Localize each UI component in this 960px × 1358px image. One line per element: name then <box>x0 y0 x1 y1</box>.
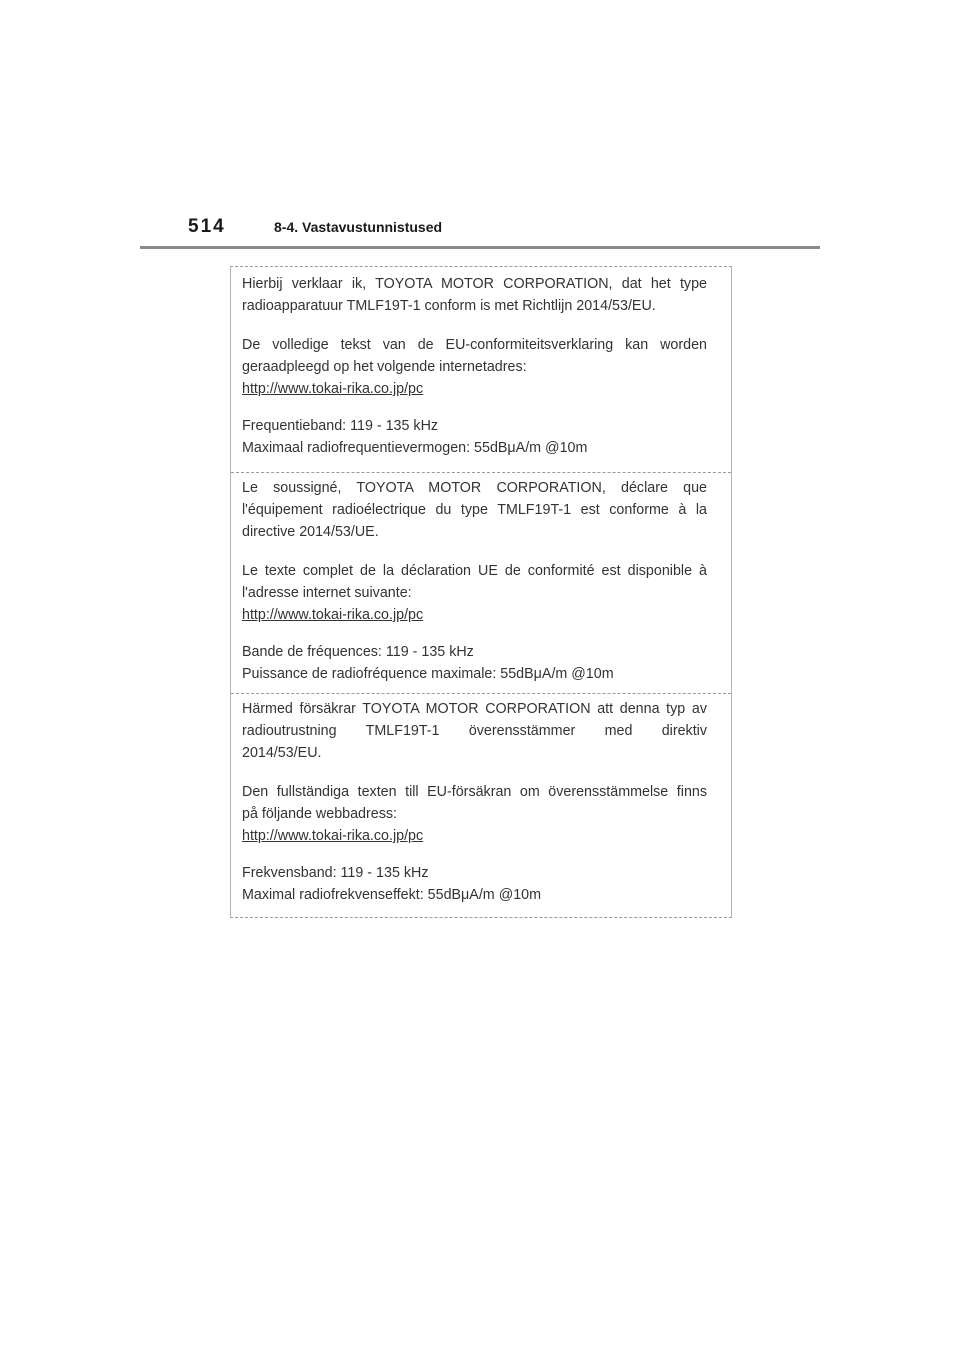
availability-line: Den fullständiga texten till EU-försäkran om överensstämmelse finns <box>242 784 707 800</box>
statement-line: 2014/53/EU. <box>242 745 322 761</box>
statement-paragraph <box>242 698 707 764</box>
statement-line: directive 2014/53/UE. <box>242 524 379 540</box>
availability-paragraph <box>242 781 707 847</box>
page-number: 514 <box>188 216 226 237</box>
declaration-url[interactable]: http://www.tokai-rika.co.jp/pc <box>242 381 424 397</box>
max-power: Puissance de radiofréquence maximale: 55dBμA/m @10m <box>242 666 614 682</box>
declaration-box <box>230 266 732 918</box>
declaration-url[interactable]: http://www.tokai-rika.co.jp/pc <box>242 607 424 623</box>
technical-paragraph <box>242 641 707 685</box>
frequency-band: Frequentieband: 119 - 135 kHz <box>242 418 439 434</box>
statement-line: Härmed försäkrar TOYOTA MOTOR CORPORATION att denna typ av <box>242 701 707 717</box>
statement-paragraph <box>242 477 707 543</box>
availability-line: på följande webbadress: <box>242 806 397 822</box>
max-power: Maximal radiofrekvenseffekt: 55dBμA/m @10m <box>242 887 542 903</box>
declaration-french <box>231 472 731 702</box>
declaration-url[interactable]: http://www.tokai-rika.co.jp/pc <box>242 828 424 844</box>
availability-line: De volledige tekst van de EU-conformiteitsverklaring kan worden <box>242 337 707 353</box>
declaration-swedish <box>231 693 731 923</box>
statement-line: radioapparatuur TMLF19T-1 conform is met Richtlijn 2014/53/EU. <box>242 298 656 314</box>
availability-line: l'adresse internet suivante: <box>242 585 412 601</box>
statement-paragraph <box>242 273 707 317</box>
frequency-band: Bande de fréquences: 119 - 135 kHz <box>242 644 474 660</box>
statement-line: radioutrustning TMLF19T-1 överensstämmer med direktiv <box>242 723 707 739</box>
statement-line: Hierbij verklaar ik, TOYOTA MOTOR CORPORATION, dat het type <box>242 276 707 292</box>
statement-line: l'équipement radioélectrique du type TMLF19T-1 est conforme à la <box>242 502 707 518</box>
technical-paragraph <box>242 415 707 459</box>
declaration-dutch <box>231 273 731 476</box>
statement-line: Le soussigné, TOYOTA MOTOR CORPORATION, déclare que <box>242 480 707 496</box>
frequency-band: Frekvensband: 119 - 135 kHz <box>242 865 429 881</box>
max-power: Maximaal radiofrequentievermogen: 55dBμA/m @10m <box>242 440 588 456</box>
page-header <box>140 212 820 249</box>
availability-paragraph <box>242 334 707 400</box>
availability-paragraph <box>242 560 707 626</box>
availability-line: geraadpleegd op het volgende internetadres: <box>242 359 527 375</box>
section-title: 8-4. Vastavustunnistused <box>274 219 443 235</box>
availability-line: Le texte complet de la déclaration UE de conformité est disponible à <box>242 563 707 579</box>
technical-paragraph <box>242 862 707 906</box>
